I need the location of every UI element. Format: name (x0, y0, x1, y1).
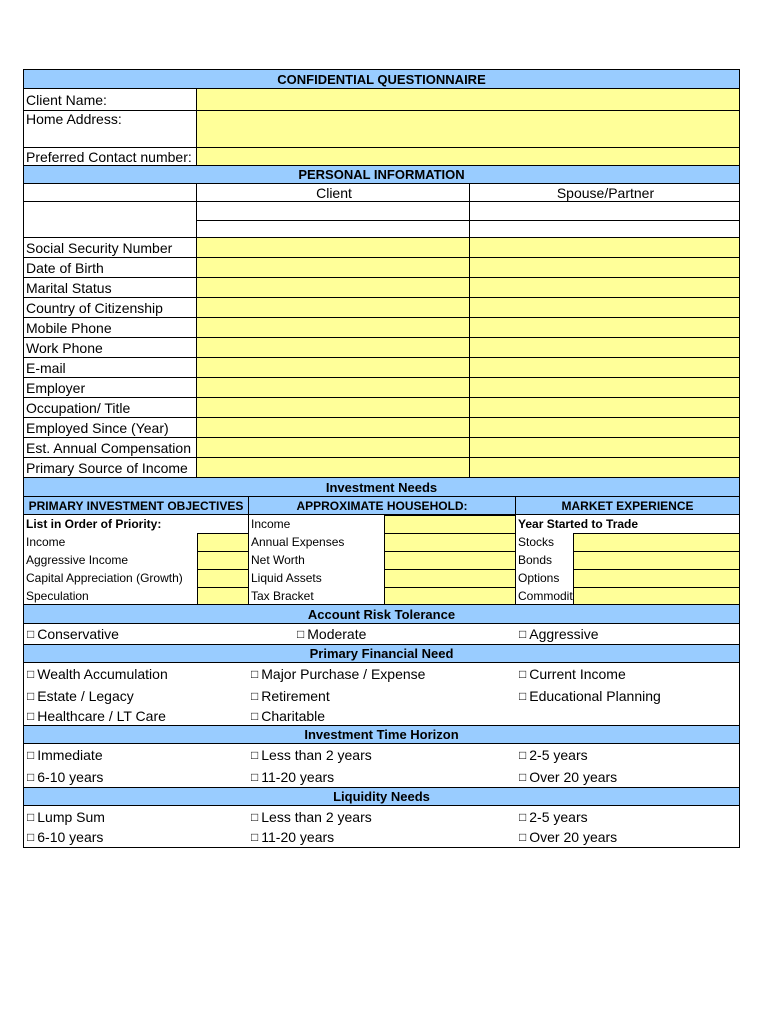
spouse-value-field[interactable] (470, 278, 739, 297)
liquidity-header (23, 787, 740, 806)
option-row (23, 706, 740, 725)
personal-info-label: Employed Since (Year) (24, 418, 197, 437)
investment-row (23, 533, 740, 551)
sheet-bottom-border (23, 847, 740, 848)
objective-label: Capital Appreciation (Growth) (26, 571, 183, 585)
checkbox-icon: □ (27, 748, 35, 762)
checkbox-option[interactable] (24, 747, 248, 763)
option-label: Charitable (261, 707, 326, 724)
personal-info-row (23, 438, 740, 458)
personal-info-label: E-mail (24, 358, 197, 377)
investment-row (23, 515, 740, 533)
option-label: Lump Sum (37, 808, 105, 825)
spouse-value-field[interactable] (470, 458, 739, 477)
personal-info-label: Est. Annual Compensation (24, 438, 197, 457)
option-label: Healthcare / LT Care (37, 707, 166, 724)
checkbox-icon: □ (519, 809, 527, 824)
objective-priority-field[interactable] (197, 587, 249, 604)
spouse-value-field[interactable] (470, 238, 739, 257)
home-address-row (23, 111, 740, 148)
spacer-cell (24, 221, 197, 237)
spouse-value-field[interactable] (470, 418, 739, 437)
checkbox-option[interactable] (516, 769, 739, 785)
personal-info-label: Marital Status (24, 278, 197, 297)
option-label: 11-20 years (261, 829, 335, 845)
checkbox-option[interactable] (248, 769, 516, 785)
client-value-field[interactable] (197, 278, 470, 297)
risk-tolerance-header (23, 605, 740, 624)
experience-subheader: Year Started to Trade (518, 517, 639, 531)
spouse-value-field[interactable] (470, 398, 739, 417)
checkbox-icon: □ (27, 667, 35, 681)
investment-row (23, 569, 740, 587)
option-label: Educational Planning (529, 687, 661, 704)
spouse-value-field[interactable] (470, 438, 739, 457)
option-label: Over 20 years (529, 829, 618, 845)
spouse-value-field[interactable] (470, 378, 739, 397)
household-label: Income (251, 517, 291, 531)
contact-number-label: Preferred Contact number: (24, 148, 197, 165)
investment-needs-title: Investment Needs (325, 479, 438, 495)
checkbox-option[interactable] (516, 809, 739, 825)
home-address-label: Home Address: (24, 111, 197, 147)
checkbox-icon: □ (251, 688, 259, 703)
household-label: Annual Expenses (251, 535, 345, 549)
option-row (23, 827, 740, 847)
option-label: Major Purchase / Expense (261, 666, 426, 682)
option-label: Less than 2 years (261, 808, 372, 825)
checkbox-option[interactable] (248, 666, 516, 682)
objective-label: Income (26, 535, 66, 549)
personal-columns-row (23, 184, 740, 202)
checkbox-icon: □ (27, 708, 35, 723)
option-label: Wealth Accumulation (37, 666, 168, 682)
liquidity-options (23, 806, 740, 847)
personal-info-row (23, 398, 740, 418)
personal-info-rows (23, 238, 740, 478)
checkbox-option[interactable] (24, 666, 248, 682)
checkbox-icon: □ (251, 748, 259, 762)
personal-info-title: PERSONAL INFORMATION (298, 167, 465, 182)
spacer-cell (197, 202, 470, 220)
option-label: Aggressive (529, 626, 599, 642)
personal-info-row (23, 418, 740, 438)
blank-col-header (24, 184, 197, 201)
checkbox-icon: □ (519, 688, 527, 703)
time-horizon-header (23, 725, 740, 744)
financial-need-header (23, 644, 740, 663)
client-col-header: Client (197, 184, 470, 201)
option-label: Conservative (37, 626, 119, 642)
checkbox-icon: □ (27, 830, 35, 844)
experience-label: Stocks (518, 535, 555, 549)
option-row (23, 685, 740, 706)
checkbox-icon: □ (519, 627, 527, 641)
personal-info-label: Social Security Number (24, 238, 197, 257)
checkbox-option[interactable] (516, 666, 739, 682)
spacer-cell (470, 202, 739, 220)
objective-priority-field[interactable] (197, 533, 249, 551)
checkbox-icon: □ (27, 688, 35, 703)
objectives-subheader: List in Order of Priority: (24, 515, 249, 533)
option-label: 2-5 years (529, 747, 588, 763)
option-label: 2-5 years (529, 808, 588, 825)
checkbox-icon: □ (251, 809, 259, 824)
checkbox-icon: □ (297, 627, 305, 641)
client-value-field[interactable] (197, 238, 470, 257)
spacer-cell (197, 221, 470, 237)
checkbox-option[interactable] (24, 688, 248, 704)
household-value-field[interactable] (384, 533, 516, 551)
client-value-field[interactable] (197, 398, 470, 417)
contact-number-field[interactable] (197, 148, 739, 165)
option-label: 6-10 years (37, 829, 104, 845)
personal-info-row (23, 238, 740, 258)
household-label: Tax Bracket (251, 588, 314, 603)
checkbox-option[interactable] (24, 708, 248, 724)
personal-info-label: Date of Birth (24, 258, 197, 277)
financial-need-options (23, 663, 740, 725)
checkbox-icon: □ (251, 769, 259, 784)
option-label: Retirement (261, 687, 330, 704)
investment-row (23, 587, 740, 605)
option-label: Current Income (529, 666, 626, 682)
client-value-field[interactable] (197, 318, 470, 337)
spouse-value-field[interactable] (470, 358, 739, 377)
spacer-row (23, 202, 740, 220)
checkbox-icon: □ (519, 748, 527, 762)
checkbox-icon: □ (519, 830, 527, 844)
objective-priority-field[interactable] (197, 569, 249, 587)
household-value-field[interactable] (384, 515, 516, 533)
personal-info-label: Mobile Phone (24, 318, 197, 337)
personal-info-row (23, 358, 740, 378)
option-row (23, 766, 740, 787)
objectives-header: PRIMARY INVESTMENT OBJECTIVES (24, 497, 249, 514)
personal-info-header (23, 166, 740, 184)
home-address-field[interactable] (197, 111, 739, 147)
spacer-row-2 (23, 221, 740, 238)
risk-tolerance-title: Account Risk Tolerance (307, 606, 456, 622)
client-value-field[interactable] (197, 258, 470, 277)
checkbox-icon: □ (251, 830, 259, 844)
page-title: CONFIDENTIAL QUESTIONNAIRE (277, 71, 486, 87)
option-label: Less than 2 years (261, 747, 372, 763)
option-row (23, 744, 740, 766)
client-value-field[interactable] (197, 378, 470, 397)
experience-label: Options (518, 571, 560, 585)
experience-year-field[interactable] (573, 551, 739, 569)
personal-info-row (23, 458, 740, 478)
client-value-field[interactable] (197, 458, 470, 477)
objective-priority-field[interactable] (197, 551, 249, 569)
liquidity-title: Liquidity Needs (333, 789, 430, 804)
investment-subheaders (23, 497, 740, 515)
risk-option-aggressive[interactable] (516, 624, 739, 644)
questionnaire-sheet (23, 69, 740, 848)
spouse-value-field[interactable] (470, 258, 739, 277)
client-value-field[interactable] (197, 338, 470, 357)
option-label: Estate / Legacy (37, 687, 134, 704)
checkbox-icon: □ (519, 667, 527, 681)
personal-info-label: Primary Source of Income (24, 458, 197, 477)
checkbox-icon: □ (251, 708, 259, 723)
option-label: Immediate (37, 747, 103, 763)
personal-info-row (23, 278, 740, 298)
personal-info-label: Occupation/ Title (24, 398, 197, 417)
investment-grid (23, 515, 740, 605)
financial-need-title: Primary Financial Need (309, 646, 454, 661)
investment-row (23, 551, 740, 569)
client-value-field[interactable] (197, 358, 470, 377)
experience-year-field[interactable] (573, 533, 739, 551)
personal-info-label: Country of Citizenship (24, 298, 197, 317)
experience-year-field[interactable] (573, 569, 739, 587)
checkbox-icon: □ (27, 809, 35, 824)
risk-option-moderate[interactable] (294, 624, 516, 644)
investment-needs-header (23, 478, 740, 497)
client-name-field[interactable] (197, 89, 739, 110)
checkbox-option[interactable] (248, 829, 516, 845)
option-label: Moderate (307, 626, 367, 642)
personal-info-row (23, 258, 740, 278)
checkbox-icon: □ (27, 769, 35, 784)
checkbox-option[interactable] (24, 829, 248, 845)
time-horizon-title: Investment Time Horizon (304, 727, 459, 742)
checkbox-option[interactable] (24, 809, 248, 825)
checkbox-option[interactable] (516, 747, 739, 763)
spouse-col-header: Spouse/Partner (556, 184, 655, 201)
checkbox-icon: □ (27, 627, 35, 641)
spacer-cell (24, 202, 197, 220)
spacer-cell (470, 221, 739, 237)
client-name-row (23, 89, 740, 111)
checkbox-icon: □ (251, 667, 259, 681)
option-row (23, 663, 740, 685)
option-label: 6-10 years (37, 768, 104, 785)
option-label: 11-20 years (261, 768, 335, 785)
client-value-field[interactable] (197, 438, 470, 457)
experience-header: MARKET EXPERIENCE (516, 497, 739, 514)
personal-info-row (23, 378, 740, 398)
title-header (23, 69, 740, 89)
personal-info-row (23, 298, 740, 318)
household-value-field[interactable] (384, 587, 516, 604)
household-label: Liquid Assets (251, 571, 322, 585)
experience-label: Bonds (518, 553, 553, 567)
personal-info-row (23, 318, 740, 338)
objective-label: Aggressive Income (26, 553, 129, 567)
checkbox-icon: □ (519, 769, 527, 784)
checkbox-option[interactable] (248, 809, 516, 825)
checkbox-option[interactable] (248, 688, 516, 704)
spouse-value-field[interactable] (470, 338, 739, 357)
option-row (23, 806, 740, 827)
contact-number-row (23, 148, 740, 166)
household-value-field[interactable] (384, 569, 516, 587)
risk-options-row (23, 624, 740, 644)
client-value-field[interactable] (197, 418, 470, 437)
household-label: Net Worth (251, 553, 305, 567)
personal-info-label: Work Phone (24, 338, 197, 357)
risk-option-conservative[interactable] (24, 624, 294, 644)
checkbox-option[interactable] (516, 688, 739, 704)
checkbox-option[interactable] (248, 708, 516, 724)
client-name-label: Client Name: (24, 89, 197, 110)
client-value-field[interactable] (197, 298, 470, 317)
personal-info-row (23, 338, 740, 358)
spouse-value-field[interactable] (470, 298, 739, 317)
checkbox-option[interactable] (248, 747, 516, 763)
objective-label: Speculation (26, 588, 89, 603)
experience-label: Commodit (518, 588, 573, 603)
spouse-value-field[interactable] (470, 318, 739, 337)
household-value-field[interactable] (384, 551, 516, 569)
experience-year-field[interactable] (573, 587, 739, 604)
checkbox-option[interactable] (24, 769, 248, 785)
household-header: APPROXIMATE HOUSEHOLD: (249, 497, 516, 514)
option-label: Over 20 years (529, 768, 618, 785)
checkbox-option[interactable] (516, 829, 739, 845)
time-horizon-options (23, 744, 740, 787)
personal-info-label: Employer (24, 378, 197, 397)
